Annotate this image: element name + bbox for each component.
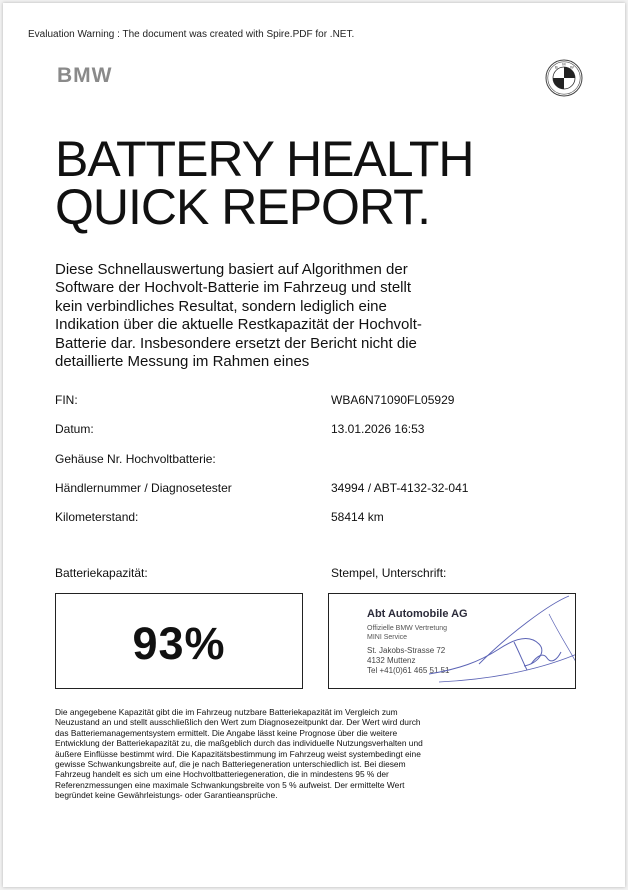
report-title-line-1: BATTERY HEALTH bbox=[55, 131, 474, 187]
fin-label: FIN: bbox=[55, 393, 78, 407]
date-value: 13.01.2026 16:53 bbox=[331, 422, 425, 436]
stamp-street: St. Jakobs-Strasse 72 bbox=[367, 646, 446, 655]
fin-value: WBA6N71090FL05929 bbox=[331, 393, 455, 407]
dealer-number-label: Händlernummer / Diagnosetester bbox=[55, 481, 232, 495]
bmw-roundel-logo bbox=[545, 59, 583, 97]
battery-capacity-value: 93% bbox=[132, 618, 226, 669]
roundel-letter-w: W bbox=[570, 64, 574, 70]
brand-wordmark: BMW bbox=[57, 64, 113, 87]
battery-housing-label: Gehäuse Nr. Hochvoltbatterie: bbox=[55, 452, 216, 466]
report-title-line-2: QUICK REPORT. bbox=[55, 179, 431, 235]
dealer-stamp-box bbox=[328, 593, 576, 689]
stamp-company: Abt Automobile AG bbox=[367, 608, 468, 620]
date-label: Datum: bbox=[55, 422, 94, 436]
mileage-label: Kilometerstand: bbox=[55, 510, 139, 524]
roundel-letter-m: M bbox=[562, 61, 566, 67]
stamp-line-1: Offizielle BMW Vertretung bbox=[367, 625, 448, 632]
report-page bbox=[3, 3, 625, 887]
battery-capacity-label: Batteriekapazität: bbox=[55, 566, 148, 580]
stamp-signature-label: Stempel, Unterschrift: bbox=[331, 566, 447, 580]
stamp-line-2: MINI Service bbox=[367, 634, 408, 641]
stamp-phone: Tel +41(0)61 465 51 51 bbox=[367, 666, 450, 675]
dealer-number-value: 34994 / ABT-4132-32-041 bbox=[331, 481, 469, 495]
disclaimer-text: Die angegebene Kapazität gibt die im Fahrzeug nutzbare Batteriekapazität im Vergleich zum Neuzustand an und stellt ausschließlich den Wert zum Diagnosezeitpunkt dar. Der Wert wird durch das Batteriemanagementsystem ermittelt. Die Angabe lässt keine Prognose über die weitere Entwicklung der Batteriekapazität zu, die maßgeblich durch das individuelle Nutzungsverhalten und äußere Einflüsse bestimmt wird. Die Kapazitätsbestimmung im Fahrzeug weist systembedingt eine gewisse Schwankungsbreite auf, die je nach Batteriegeneration unterschiedlich ist. Bei diesem Fahrzeug handelt es sich um eine Hochvoltbatteriegeneration, die in mindestens 95 % der Referenzmessungen eine maximale Schwankungsbreite von 5 % aufweist. Der ermittelte Wert begründet keine Gewährleistungs- oder Garantieansprüche. bbox=[55, 707, 423, 801]
roundel-letter-b: B bbox=[555, 64, 558, 70]
report-title bbox=[55, 131, 474, 235]
evaluation-warning: Evaluation Warning : The document was created with Spire.PDF for .NET. bbox=[28, 29, 355, 40]
handwritten-signature bbox=[419, 594, 576, 688]
intro-paragraph: Diese Schnellauswertung basiert auf Algorithmen der Software der Hochvolt-Batterie im Fahrzeug und stellt kein verbindliches Resultat, sondern lediglich eine Indikation über die aktuelle Restkapazität der Hochvolt-Batterie dar. Insbesondere ersetzt der Bericht nicht die detaillierte Messung im Rahmen eines bbox=[55, 261, 422, 371]
mileage-value: 58414 km bbox=[331, 510, 384, 524]
battery-capacity-box bbox=[55, 593, 303, 689]
stamp-city: 4132 Muttenz bbox=[367, 656, 416, 665]
